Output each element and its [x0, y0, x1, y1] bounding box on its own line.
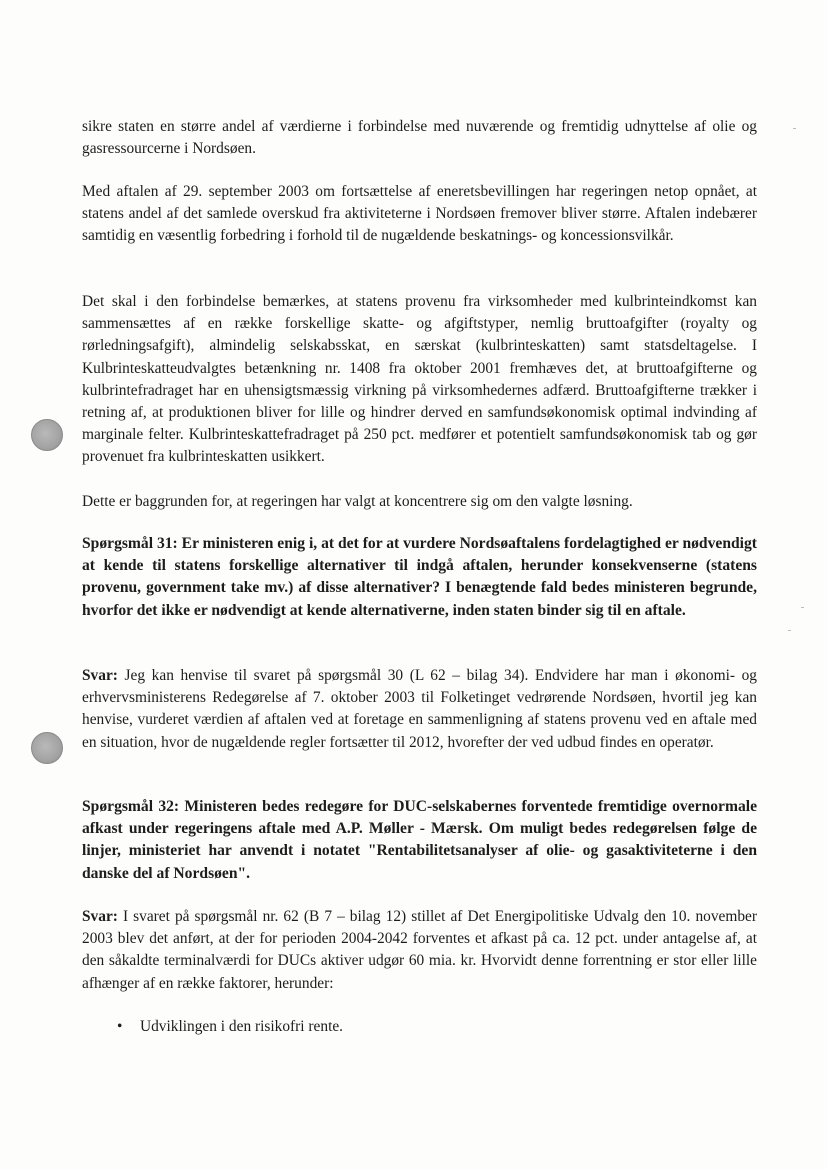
- paragraph-agreement: Med aftalen af 29. september 2003 om fortsættelse af eneretsbevillingen har regeringen netop opnået, at statens andel af det samlede overskud fra aktiviteterne i Nordsøen fremover bliver større. Aftalen indebærer samtidig en væsentlig forbedring i forhold til de nugældende beskatnings- og koncessionsvilkår.: [82, 183, 757, 245]
- answer-31-text: Jeg kan henvise til svaret på spørgsmål 30 (L 62 – bilag 34). Endvidere har man i økonomi- og erhvervsministerens Redegørelse af 7. oktober 2003 til Folketinget vedrørende Nordsøen, hvortil jeg kan henvise, vurderet værdien af aftalen ved at foretage en sammenligning af statens provenu ved en aftale med en situation, hvor de nugældende regler fortsætter til 2012, hvorefter der ved udbud findes en operatør.: [82, 667, 757, 751]
- scan-speck: [788, 630, 791, 631]
- list-item: [117, 1016, 757, 1038]
- answer-32-text: I svaret på spørgsmål nr. 62 (B 7 – bilag 12) stillet af Det Energipolitiske Udvalg den 10. november 2003 blev det anført, at der for perioden 2004-2042 forventes et afkast på ca. 12 pct. under antagelse af, at den såkaldte terminalværdi for DUCs aktiver udgør 60 mia. kr. Hvorvidt denne forrentning er stor eller lille afhænger af en række faktorer, herunder:: [82, 908, 757, 992]
- paragraph-background: Dette er baggrunden for, at regeringen har valgt at koncentrere sig om den valgte løsning.: [82, 493, 633, 510]
- punch-hole-upper: [31, 419, 63, 451]
- paragraph-state-revenue: Det skal i den forbindelse bemærkes, at statens provenu fra virksomheder med kulbrinteindkomst kan sammensættes af en række forskellige skatte- og afgiftstyper, nemlig bruttoafgifter (royalty og rørledningsafgift), almindelig selskabsskat, en særskat (kulbrinteskatten) samt statsdeltagelse. I Kulbrinteskatteudvalgtes betænkning nr. 1408 fra oktober 2001 fremhæves det, at bruttoafgifterne og kulbrintefradraget har en uhensigtsmæssig virkning på virksomhedernes adfærd. Bruttoafgifterne trækker i retning af, at produktionen bliver for lille og hindrer derved en samfundsøkonomisk optimal indvinding af marginale felter. Kulbrinteskattefradraget på 250 pct. medfører et potentielt samfundsøkonomisk tab og gør provenuet fra kulbrinteskatten usikkert.: [82, 293, 757, 466]
- answer-31-label: Svar:: [82, 667, 118, 684]
- scan-speck: [801, 607, 804, 608]
- answer-32: [82, 906, 757, 995]
- bullet-text: Udviklingen i den risikofri rente.: [140, 1018, 344, 1035]
- answer-32-label: Svar:: [82, 908, 118, 925]
- scan-speck: [793, 128, 796, 129]
- paragraph-intro-continuation: sikre staten en større andel af værdierne i forbindelse med nuværende og fremtidig udnyttelse af olie og gasressourcerne i Nordsøen.: [82, 118, 757, 158]
- question-31: Spørgsmål 31: Er ministeren enig i, at det for at vurdere Nordsøaftalens fordelagtighed er nødvendigt at kende til statens forskellige alternativer til indgå aftalen, herunder konsekvenserne (statens provenu, government take mv.) af disse alternativer? I benægtende fald bedes ministeren begrunde, hvorfor det ikke er nødvendigt at kende alternativerne, inden staten binder sig til en aftale.: [82, 535, 757, 619]
- answer-31: [82, 665, 757, 754]
- punch-hole-lower: [31, 732, 63, 764]
- question-32: Spørgsmål 32: Ministeren bedes redegøre for DUC-selskabernes forventede fremtidige overnormale afkast under regeringens aftale med A.P. Møller - Mærsk. Om muligt bedes redegørelsen følge de linjer, ministeriet har anvendt i notatet "Rentabilitetsanalyser af olie- og gasaktiviteterne i den danske del af Nordsøen".: [82, 798, 757, 882]
- bullet-marker: •: [117, 1018, 123, 1035]
